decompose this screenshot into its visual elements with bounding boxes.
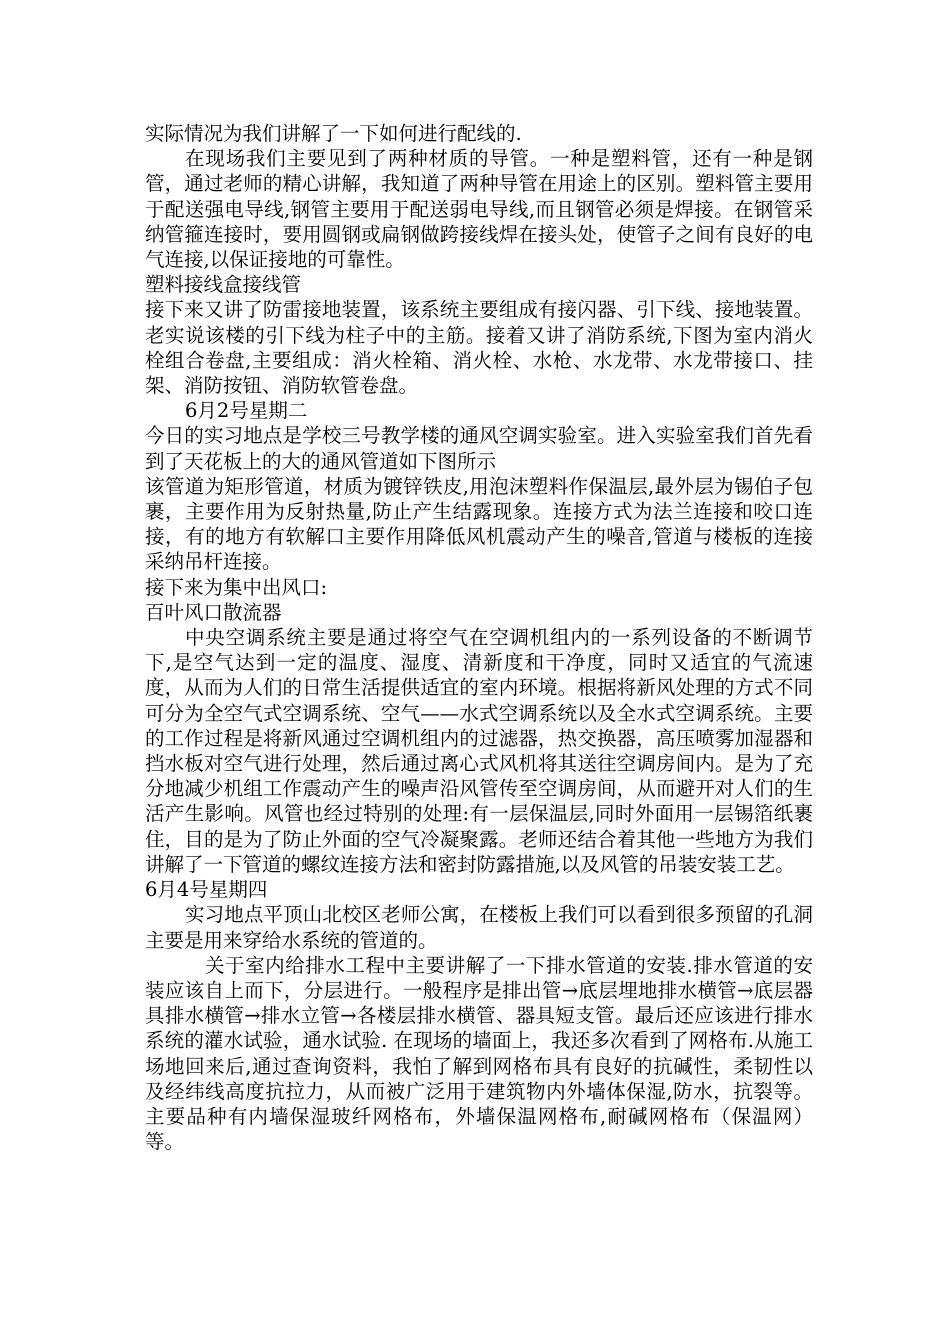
document-body [145,121,813,1154]
caption: 塑料接线盒接线管 [145,273,302,297]
section-heading: 6月2号星期二 [185,399,308,423]
caption: 百叶风口散流器 [145,600,282,624]
paragraph: 实际情况为我们讲解了一下如何进行配线的. [145,122,522,145]
paragraph: 关于室内给排水工程中主要讲解了一下排水管道的安装.排水管道的安装应该自上而下，分层进行。一般程序是排出管→底层埋地排水横管→底层器具排水横管→排水立管→各楼层排水横管、器具短支管。最后还应该进行排水系统的灌水试验，通水试验. 在现场的墙面上，我还多次看到了网格布.从施工场地回来后,通过查询资料，我怕了解到网格布具有良好的抗碱性，柔韧性以及经纬线高度抗拉力，从而被广泛用于建筑物内外墙体保湿,防水，抗裂等。主要品种有内墙保湿玻纤网格布，外墙保温网格布,耐碱网格布（保温网）等。 [145,953,813,1154]
section-heading: 6月4号星期四 [145,878,268,902]
paragraph: 中央空调系统主要是通过将空气在空调机组内的一系列设备的不断调节下,是空气达到一定的温度、湿度、清新度和干净度，同时又适宜的气流速度，从而为人们的日常生活提供适宜的室内环境。根据将新风处理的方式不同可分为全空气式空调系统、空气——水式空调系统以及全水式空调系统。主要的工作过程是将新风通过空调机组内的过滤器，热交换器，高压喷雾加湿器和挡水板对空气进行处理，然后通过离心式风机将其送往空调房间内。是为了充分地减少机组工作震动产生的噪声沿风管传至空调房间，从而避开对人们的生活产生影响。风管也经过特别的处理:有一层保温层,同时外面用一层锡箔纸裹住，目的是为了防止外面的空气冷凝聚露。老师还结合着其他一些地方为我们讲解了一下管道的螺纹连接方法和密封防露措施,以及风管的吊装安装工艺。 [145,626,813,876]
paragraph: 在现场我们主要见到了两种材质的导管。一种是塑料管，还有一种是钢管，通过老师的精心讲解，我知道了两种导管在用途上的区别。塑料管主要用于配送强电导线,钢管主要用于配送弱电导线,而且钢管必须是焊接。在钢管采纳管箍连接时，要用圆钢或扁钢做跨接线焊在接头处，使管子之间有良好的电气连接,以保证接地的可靠性。 [145,147,813,272]
paragraph: 接下来又讲了防雷接地装置，该系统主要组成有接闪器、引下线、接地装置。老实说该楼的引下线为柱子中的主筋。接着又讲了消防系统,下图为室内消火栓组合卷盘,主要组成：消火栓箱、消火栓、水枪、水龙带、水龙带接口、挂架、消防按钮、消防软管卷盘。 [145,298,813,398]
paragraph: 今日的实习地点是学校三号教学楼的通风空调实验室。进入实验室我们首先看到了天花板上的大的通风管道如下图所示 [145,424,813,473]
paragraph: 实习地点平顶山北校区老师公寓，在楼板上我们可以看到很多预留的孔洞主要是用来穿给水系统的管道的。 [145,903,813,952]
paragraph: 接下来为集中出风口: [145,575,328,599]
paragraph: 该管道为矩形管道，材质为镀锌铁皮,用泡沫塑料作保温层,最外层为锡伯子包裹，主要作用为反射热量,防止产生结露现象。连接方式为法兰连接和咬口连接，有的地方有软解口主要作用降低风机震动产生的噪音,管道与楼板的连接采纳吊杆连接。 [145,474,813,574]
